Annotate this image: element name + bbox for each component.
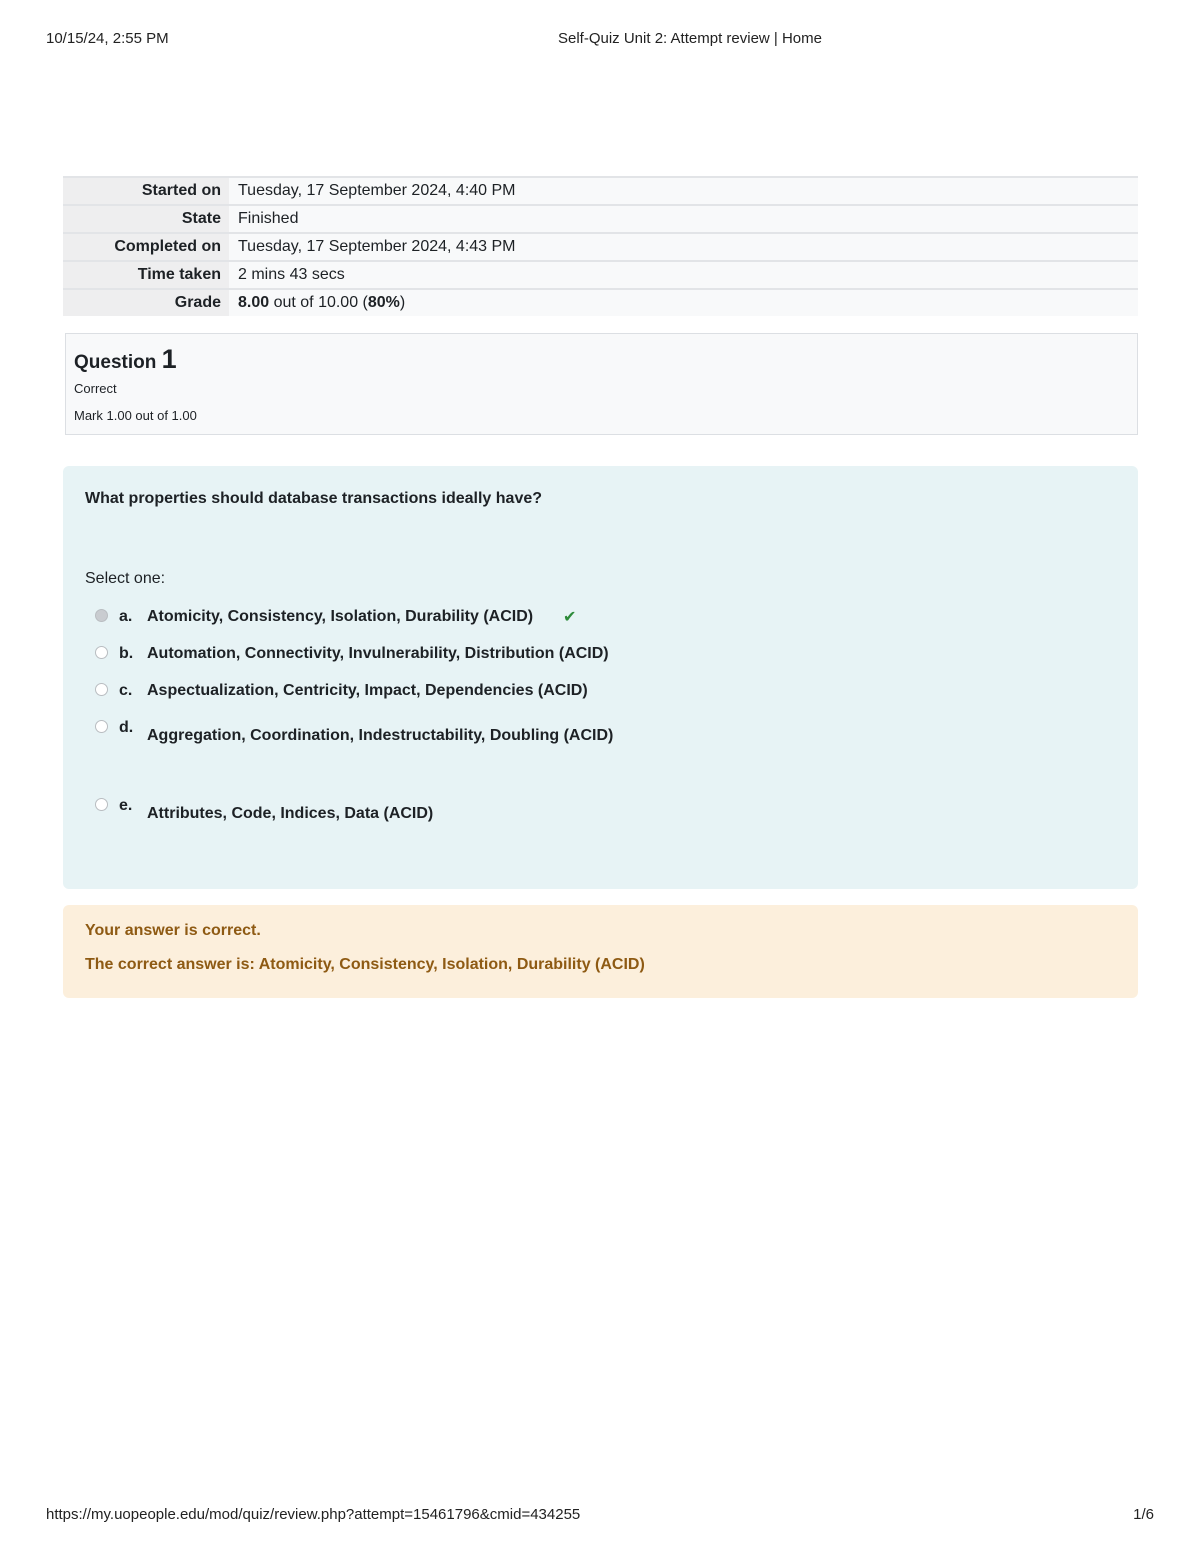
question-text: What properties should database transactions ideally have? xyxy=(85,490,543,507)
option-letter: a. xyxy=(119,608,133,625)
summary-label: Started on xyxy=(63,177,229,205)
print-date: 10/15/24, 2:55 PM xyxy=(46,30,169,47)
answer-feedback xyxy=(63,905,1138,998)
feedback-correct-answer: The correct answer is: Atomicity, Consistency, Isolation, Durability (ACID) xyxy=(85,956,645,973)
summary-label: Grade xyxy=(63,289,229,316)
attempt-summary-table xyxy=(63,176,1138,316)
option-text: Automation, Connectivity, Invulnerability, Distribution (ACID) xyxy=(147,645,609,662)
radio-icon[interactable] xyxy=(95,683,108,696)
question-formulation xyxy=(63,466,1138,889)
option-letter: d. xyxy=(119,719,134,736)
question-prefix: Question xyxy=(74,352,157,373)
question-mark: Mark 1.00 out of 1.00 xyxy=(74,408,197,423)
check-icon: ✔ xyxy=(563,609,577,626)
print-title: Self-Quiz Unit 2: Attempt review | Home xyxy=(558,30,822,47)
summary-row-completed xyxy=(63,233,1138,261)
feedback-result: Your answer is correct. xyxy=(85,922,261,939)
option-text: Atomicity, Consistency, Isolation, Durability (ACID) xyxy=(147,608,534,625)
summary-row-grade xyxy=(63,289,1138,316)
print-page-number: 1/6 xyxy=(1133,1506,1154,1523)
radio-icon[interactable] xyxy=(95,646,108,659)
option-text: Aspectualization, Centricity, Impact, Dependencies (ACID) xyxy=(147,682,588,699)
summary-label: Time taken xyxy=(63,261,229,289)
summary-value: 2 mins 43 secs xyxy=(229,261,1138,289)
print-header xyxy=(46,30,1154,50)
grade-total: out of 10.00 ( xyxy=(269,294,368,311)
summary-row-state xyxy=(63,205,1138,233)
option-text: Aggregation, Coordination, Indestructability, Doubling (ACID) xyxy=(147,727,614,744)
question-info xyxy=(65,333,1138,435)
summary-value: Finished xyxy=(229,205,1138,233)
grade-close: ) xyxy=(399,294,406,311)
summary-label: State xyxy=(63,205,229,233)
print-url: https://my.uopeople.edu/mod/quiz/review.php?attempt=15461796&cmid=434255 xyxy=(46,1506,581,1523)
summary-row-started xyxy=(63,177,1138,205)
option-letter: b. xyxy=(119,645,134,662)
option-text: Attributes, Code, Indices, Data (ACID) xyxy=(147,805,434,822)
radio-icon[interactable] xyxy=(95,609,108,622)
summary-value: Tuesday, 17 September 2024, 4:43 PM xyxy=(229,233,1138,261)
question-num: 1 xyxy=(161,344,177,374)
select-prompt: Select one: xyxy=(85,570,166,587)
question-state: Correct xyxy=(74,381,117,396)
option-letter: c. xyxy=(119,682,133,699)
summary-value xyxy=(229,289,1138,316)
summary-row-time-taken xyxy=(63,261,1138,289)
grade-score: 8.00 xyxy=(238,294,270,311)
print-footer xyxy=(46,1506,1154,1526)
radio-icon[interactable] xyxy=(95,798,108,811)
radio-icon[interactable] xyxy=(95,720,108,733)
option-letter: e. xyxy=(119,797,133,814)
summary-value: Tuesday, 17 September 2024, 4:40 PM xyxy=(229,177,1138,205)
question-number xyxy=(74,344,1129,375)
grade-percent: 80% xyxy=(367,294,400,311)
summary-label: Completed on xyxy=(63,233,229,261)
